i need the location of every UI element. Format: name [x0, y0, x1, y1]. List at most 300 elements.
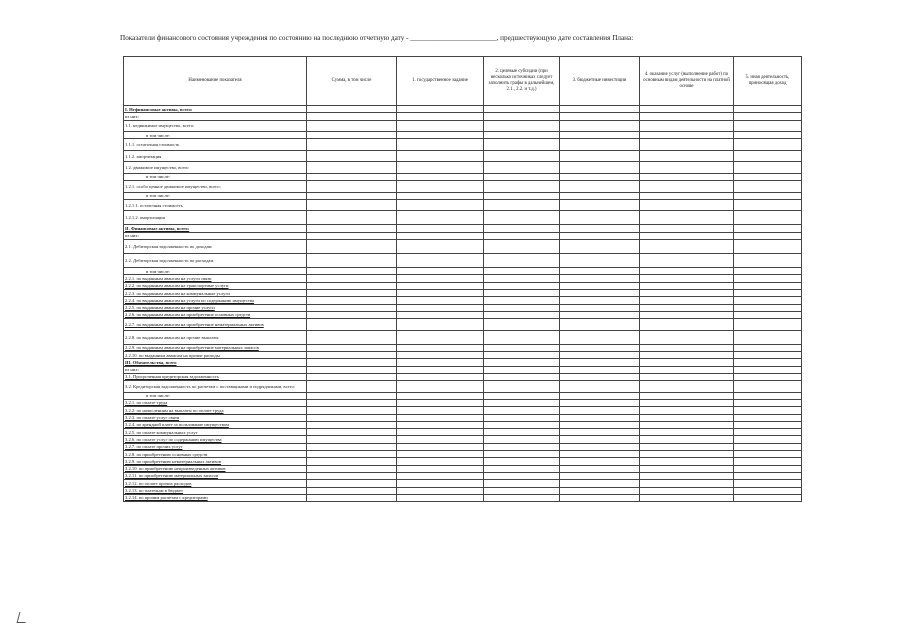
value-cell[interactable] [397, 381, 484, 393]
value-cell[interactable] [397, 399, 484, 406]
value-cell[interactable] [484, 330, 560, 344]
value-cell[interactable] [734, 240, 802, 254]
row-label: 3.2.7. по оплате прочих услуг [124, 443, 307, 450]
value-cell[interactable] [560, 421, 640, 428]
value-cell[interactable] [397, 173, 484, 180]
value-cell[interactable] [307, 173, 397, 180]
value-cell[interactable] [640, 139, 734, 151]
value-cell[interactable] [734, 414, 802, 421]
value-cell[interactable] [640, 150, 734, 162]
value-cell[interactable] [640, 319, 734, 331]
value-cell[interactable] [640, 436, 734, 443]
value-cell[interactable] [560, 443, 640, 450]
value-cell[interactable] [484, 472, 560, 479]
value-cell[interactable] [640, 414, 734, 421]
value-cell[interactable] [560, 268, 640, 275]
value-cell[interactable] [734, 113, 802, 120]
value-cell[interactable] [397, 106, 484, 113]
value-cell[interactable] [397, 113, 484, 120]
value-cell[interactable] [307, 344, 397, 351]
value-cell[interactable] [560, 407, 640, 414]
value-cell[interactable] [307, 480, 397, 487]
value-cell[interactable] [484, 421, 560, 428]
value-cell[interactable] [560, 465, 640, 472]
row-label: III. Обязательства, всего [124, 359, 307, 366]
value-cell[interactable] [560, 132, 640, 139]
value-cell[interactable] [397, 451, 484, 458]
row-label: 3.2.10. по приобретению непроизведенных активов [124, 465, 307, 472]
value-cell[interactable] [734, 254, 802, 268]
value-cell[interactable] [560, 282, 640, 289]
value-cell[interactable] [734, 451, 802, 458]
value-cell[interactable] [734, 436, 802, 443]
value-cell[interactable] [640, 282, 734, 289]
value-cell[interactable] [484, 199, 560, 211]
value-cell[interactable] [560, 199, 640, 211]
value-cell[interactable] [484, 494, 560, 501]
value-cell[interactable] [484, 132, 560, 139]
value-cell[interactable] [734, 192, 802, 199]
value-cell[interactable] [734, 225, 802, 232]
value-cell[interactable] [484, 392, 560, 399]
value-cell[interactable] [484, 399, 560, 406]
value-cell[interactable] [307, 421, 397, 428]
value-cell[interactable] [734, 494, 802, 501]
value-cell[interactable] [307, 289, 397, 296]
table-row [124, 240, 802, 254]
value-cell[interactable] [734, 443, 802, 450]
row-label: 2.2.3. по выданным авансам на коммунальные услуги [124, 289, 307, 296]
value-cell[interactable] [560, 225, 640, 232]
value-cell[interactable] [397, 211, 484, 225]
value-cell[interactable] [307, 181, 397, 193]
value-cell[interactable] [397, 150, 484, 162]
value-cell[interactable] [640, 487, 734, 494]
value-cell[interactable] [484, 407, 560, 414]
value-cell[interactable] [307, 429, 397, 436]
value-cell[interactable] [397, 421, 484, 428]
row-label: 1.2.1.1. остаточная стоимость [124, 199, 307, 211]
value-cell[interactable] [307, 199, 397, 211]
value-cell[interactable] [734, 465, 802, 472]
value-cell[interactable] [307, 192, 397, 199]
value-cell[interactable] [734, 472, 802, 479]
table-row [124, 381, 802, 393]
value-cell[interactable] [484, 359, 560, 366]
value-cell[interactable] [484, 429, 560, 436]
value-cell[interactable] [484, 304, 560, 311]
value-cell[interactable] [560, 162, 640, 174]
value-cell[interactable] [397, 311, 484, 318]
value-cell[interactable] [560, 429, 640, 436]
value-cell[interactable] [560, 304, 640, 311]
value-cell[interactable] [307, 211, 397, 225]
value-cell[interactable] [307, 254, 397, 268]
value-cell[interactable] [307, 392, 397, 399]
value-cell[interactable] [560, 451, 640, 458]
value-cell[interactable] [560, 120, 640, 132]
value-cell[interactable] [307, 436, 397, 443]
value-cell[interactable] [307, 472, 397, 479]
value-cell[interactable] [484, 465, 560, 472]
value-cell[interactable] [560, 344, 640, 351]
value-cell[interactable] [640, 289, 734, 296]
value-cell[interactable] [307, 297, 397, 304]
value-cell[interactable] [484, 311, 560, 318]
value-cell[interactable] [307, 494, 397, 501]
value-cell[interactable] [734, 392, 802, 399]
value-cell[interactable] [397, 359, 484, 366]
value-cell[interactable] [397, 232, 484, 239]
value-cell[interactable] [640, 381, 734, 393]
value-cell[interactable] [484, 351, 560, 358]
value-cell[interactable] [640, 359, 734, 366]
value-cell[interactable] [484, 381, 560, 393]
value-cell[interactable] [640, 351, 734, 358]
value-cell[interactable] [560, 392, 640, 399]
value-cell[interactable] [734, 120, 802, 132]
value-cell[interactable] [484, 139, 560, 151]
value-cell[interactable] [307, 120, 397, 132]
value-cell[interactable] [640, 297, 734, 304]
value-cell[interactable] [560, 181, 640, 193]
value-cell[interactable] [560, 254, 640, 268]
column-header: Сумма, в том числе [307, 57, 397, 106]
value-cell[interactable] [640, 407, 734, 414]
value-cell[interactable] [484, 297, 560, 304]
value-cell[interactable] [307, 150, 397, 162]
value-cell[interactable] [484, 458, 560, 465]
value-cell[interactable] [397, 225, 484, 232]
value-cell[interactable] [397, 268, 484, 275]
value-cell[interactable] [640, 392, 734, 399]
value-cell[interactable] [734, 304, 802, 311]
value-cell[interactable] [307, 407, 397, 414]
value-cell[interactable] [397, 351, 484, 358]
value-cell[interactable] [560, 240, 640, 254]
value-cell[interactable] [640, 225, 734, 232]
value-cell[interactable] [397, 282, 484, 289]
value-cell[interactable] [397, 494, 484, 501]
value-cell[interactable] [484, 254, 560, 268]
value-cell[interactable] [484, 319, 560, 331]
value-cell[interactable] [397, 199, 484, 211]
value-cell[interactable] [560, 494, 640, 501]
value-cell[interactable] [640, 443, 734, 450]
table-header-row [124, 57, 802, 106]
value-cell[interactable] [560, 381, 640, 393]
value-cell[interactable] [397, 373, 484, 380]
value-cell[interactable] [734, 480, 802, 487]
value-cell[interactable] [307, 381, 397, 393]
value-cell[interactable] [484, 240, 560, 254]
value-cell[interactable] [484, 120, 560, 132]
value-cell[interactable] [640, 421, 734, 428]
value-cell[interactable] [640, 344, 734, 351]
value-cell[interactable] [734, 421, 802, 428]
value-cell[interactable] [307, 319, 397, 331]
value-cell[interactable] [640, 192, 734, 199]
row-label: 3.2.14. по прочим расчетам с кредиторами [124, 494, 307, 501]
value-cell[interactable] [484, 487, 560, 494]
value-cell[interactable] [307, 414, 397, 421]
value-cell[interactable] [560, 113, 640, 120]
value-cell[interactable] [397, 344, 484, 351]
value-cell[interactable] [307, 311, 397, 318]
value-cell[interactable] [734, 297, 802, 304]
value-cell[interactable] [640, 254, 734, 268]
value-cell[interactable] [640, 132, 734, 139]
value-cell[interactable] [484, 366, 560, 373]
row-label: 3.2.9. по приобретению нематериальных активов [124, 458, 307, 465]
value-cell[interactable] [397, 132, 484, 139]
value-cell[interactable] [484, 275, 560, 282]
value-cell[interactable] [640, 451, 734, 458]
value-cell[interactable] [734, 132, 802, 139]
value-cell[interactable] [560, 436, 640, 443]
value-cell[interactable] [734, 429, 802, 436]
value-cell[interactable] [560, 359, 640, 366]
value-cell[interactable] [734, 211, 802, 225]
value-cell[interactable] [397, 192, 484, 199]
value-cell[interactable] [397, 458, 484, 465]
value-cell[interactable] [560, 458, 640, 465]
value-cell[interactable] [397, 487, 484, 494]
value-cell[interactable] [484, 162, 560, 174]
value-cell[interactable] [640, 472, 734, 479]
table-row [124, 106, 802, 113]
table-row [124, 436, 802, 443]
value-cell[interactable] [484, 106, 560, 113]
value-cell[interactable] [734, 487, 802, 494]
value-cell[interactable] [640, 373, 734, 380]
value-cell[interactable] [397, 330, 484, 344]
value-cell[interactable] [640, 268, 734, 275]
value-cell[interactable] [560, 192, 640, 199]
value-cell[interactable] [734, 366, 802, 373]
value-cell[interactable] [734, 344, 802, 351]
value-cell[interactable] [397, 429, 484, 436]
value-cell[interactable] [640, 330, 734, 344]
row-label: 1.1. недвижимое имущество, всего: [124, 120, 307, 132]
value-cell[interactable] [560, 139, 640, 151]
value-cell[interactable] [307, 106, 397, 113]
value-cell[interactable] [640, 304, 734, 311]
value-cell[interactable] [397, 392, 484, 399]
value-cell[interactable] [560, 472, 640, 479]
value-cell[interactable] [397, 414, 484, 421]
value-cell[interactable] [397, 319, 484, 331]
value-cell[interactable] [307, 465, 397, 472]
value-cell[interactable] [484, 192, 560, 199]
value-cell[interactable] [560, 330, 640, 344]
value-cell[interactable] [560, 366, 640, 373]
row-label: 3.2.12. по оплате прочих расходов [124, 480, 307, 487]
value-cell[interactable] [560, 289, 640, 296]
value-cell[interactable] [484, 282, 560, 289]
value-cell[interactable] [397, 366, 484, 373]
value-cell[interactable] [307, 351, 397, 358]
value-cell[interactable] [640, 106, 734, 113]
value-cell[interactable] [734, 106, 802, 113]
value-cell[interactable] [397, 407, 484, 414]
value-cell[interactable] [307, 268, 397, 275]
value-cell[interactable] [397, 162, 484, 174]
row-label: 3.2. Кредиторская задолженность по расчетам с поставщиками и подрядчиками, всего: [124, 381, 307, 393]
value-cell[interactable] [397, 465, 484, 472]
value-cell[interactable] [484, 232, 560, 239]
value-cell[interactable] [734, 399, 802, 406]
value-cell[interactable] [560, 487, 640, 494]
value-cell[interactable] [560, 311, 640, 318]
value-cell[interactable] [484, 268, 560, 275]
value-cell[interactable] [307, 359, 397, 366]
value-cell[interactable] [640, 240, 734, 254]
value-cell[interactable] [734, 319, 802, 331]
value-cell[interactable] [734, 351, 802, 358]
value-cell[interactable] [734, 268, 802, 275]
value-cell[interactable] [640, 399, 734, 406]
value-cell[interactable] [560, 480, 640, 487]
value-cell[interactable] [640, 311, 734, 318]
value-cell[interactable] [484, 443, 560, 450]
value-cell[interactable] [484, 480, 560, 487]
value-cell[interactable] [484, 113, 560, 120]
value-cell[interactable] [560, 232, 640, 239]
table-row [124, 211, 802, 225]
value-cell[interactable] [640, 173, 734, 180]
value-cell[interactable] [640, 429, 734, 436]
value-cell[interactable] [397, 181, 484, 193]
value-cell[interactable] [640, 366, 734, 373]
value-cell[interactable] [397, 304, 484, 311]
value-cell[interactable] [640, 465, 734, 472]
value-cell[interactable] [307, 443, 397, 450]
value-cell[interactable] [307, 282, 397, 289]
value-cell[interactable] [397, 472, 484, 479]
value-cell[interactable] [734, 275, 802, 282]
table-row [124, 150, 802, 162]
table-row [124, 494, 802, 501]
value-cell[interactable] [560, 173, 640, 180]
value-cell[interactable] [560, 211, 640, 225]
value-cell[interactable] [560, 319, 640, 331]
value-cell[interactable] [484, 436, 560, 443]
value-cell[interactable] [484, 225, 560, 232]
value-cell[interactable] [397, 289, 484, 296]
value-cell[interactable] [307, 162, 397, 174]
value-cell[interactable] [734, 407, 802, 414]
value-cell[interactable] [734, 181, 802, 193]
value-cell[interactable] [307, 451, 397, 458]
value-cell[interactable] [640, 494, 734, 501]
value-cell[interactable] [560, 414, 640, 421]
value-cell[interactable] [734, 359, 802, 366]
value-cell[interactable] [484, 150, 560, 162]
value-cell[interactable] [484, 211, 560, 225]
value-cell[interactable] [560, 275, 640, 282]
value-cell[interactable] [734, 458, 802, 465]
value-cell[interactable] [307, 232, 397, 239]
table-row [124, 289, 802, 296]
value-cell[interactable] [560, 297, 640, 304]
value-cell[interactable] [307, 240, 397, 254]
value-cell[interactable] [734, 232, 802, 239]
value-cell[interactable] [640, 275, 734, 282]
value-cell[interactable] [640, 232, 734, 239]
value-cell[interactable] [734, 173, 802, 180]
value-cell[interactable] [640, 113, 734, 120]
value-cell[interactable] [734, 289, 802, 296]
value-cell[interactable] [307, 132, 397, 139]
value-cell[interactable] [484, 414, 560, 421]
value-cell[interactable] [307, 113, 397, 120]
value-cell[interactable] [307, 275, 397, 282]
value-cell[interactable] [640, 120, 734, 132]
value-cell[interactable] [640, 162, 734, 174]
value-cell[interactable] [560, 150, 640, 162]
value-cell[interactable] [484, 173, 560, 180]
value-cell[interactable] [484, 289, 560, 296]
value-cell[interactable] [484, 344, 560, 351]
value-cell[interactable] [397, 254, 484, 268]
value-cell[interactable] [307, 487, 397, 494]
value-cell[interactable] [397, 480, 484, 487]
value-cell[interactable] [397, 139, 484, 151]
value-cell[interactable] [397, 297, 484, 304]
value-cell[interactable] [484, 181, 560, 193]
value-cell[interactable] [307, 304, 397, 311]
value-cell[interactable] [307, 373, 397, 380]
value-cell[interactable] [397, 443, 484, 450]
value-cell[interactable] [640, 458, 734, 465]
value-cell[interactable] [640, 211, 734, 225]
value-cell[interactable] [734, 381, 802, 393]
value-cell[interactable] [560, 373, 640, 380]
value-cell[interactable] [560, 351, 640, 358]
value-cell[interactable] [307, 225, 397, 232]
value-cell[interactable] [734, 330, 802, 344]
value-cell[interactable] [484, 451, 560, 458]
value-cell[interactable] [484, 373, 560, 380]
value-cell[interactable] [307, 366, 397, 373]
value-cell[interactable] [734, 311, 802, 318]
value-cell[interactable] [307, 399, 397, 406]
value-cell[interactable] [734, 373, 802, 380]
value-cell[interactable] [734, 199, 802, 211]
value-cell[interactable] [560, 106, 640, 113]
row-label: 2.2.7. по выданным авансам на приобретение нематериальных активов [124, 319, 307, 331]
value-cell[interactable] [640, 480, 734, 487]
value-cell[interactable] [734, 162, 802, 174]
value-cell[interactable] [307, 330, 397, 344]
value-cell[interactable] [307, 139, 397, 151]
table-row [124, 487, 802, 494]
value-cell[interactable] [397, 120, 484, 132]
value-cell[interactable] [734, 150, 802, 162]
value-cell[interactable] [640, 181, 734, 193]
row-label: I. Нефинансовые активы, всего: [124, 106, 307, 113]
value-cell[interactable] [397, 240, 484, 254]
table-row [124, 275, 802, 282]
value-cell[interactable] [397, 436, 484, 443]
value-cell[interactable] [397, 275, 484, 282]
value-cell[interactable] [734, 282, 802, 289]
value-cell[interactable] [307, 458, 397, 465]
value-cell[interactable] [734, 139, 802, 151]
value-cell[interactable] [560, 399, 640, 406]
value-cell[interactable] [640, 199, 734, 211]
